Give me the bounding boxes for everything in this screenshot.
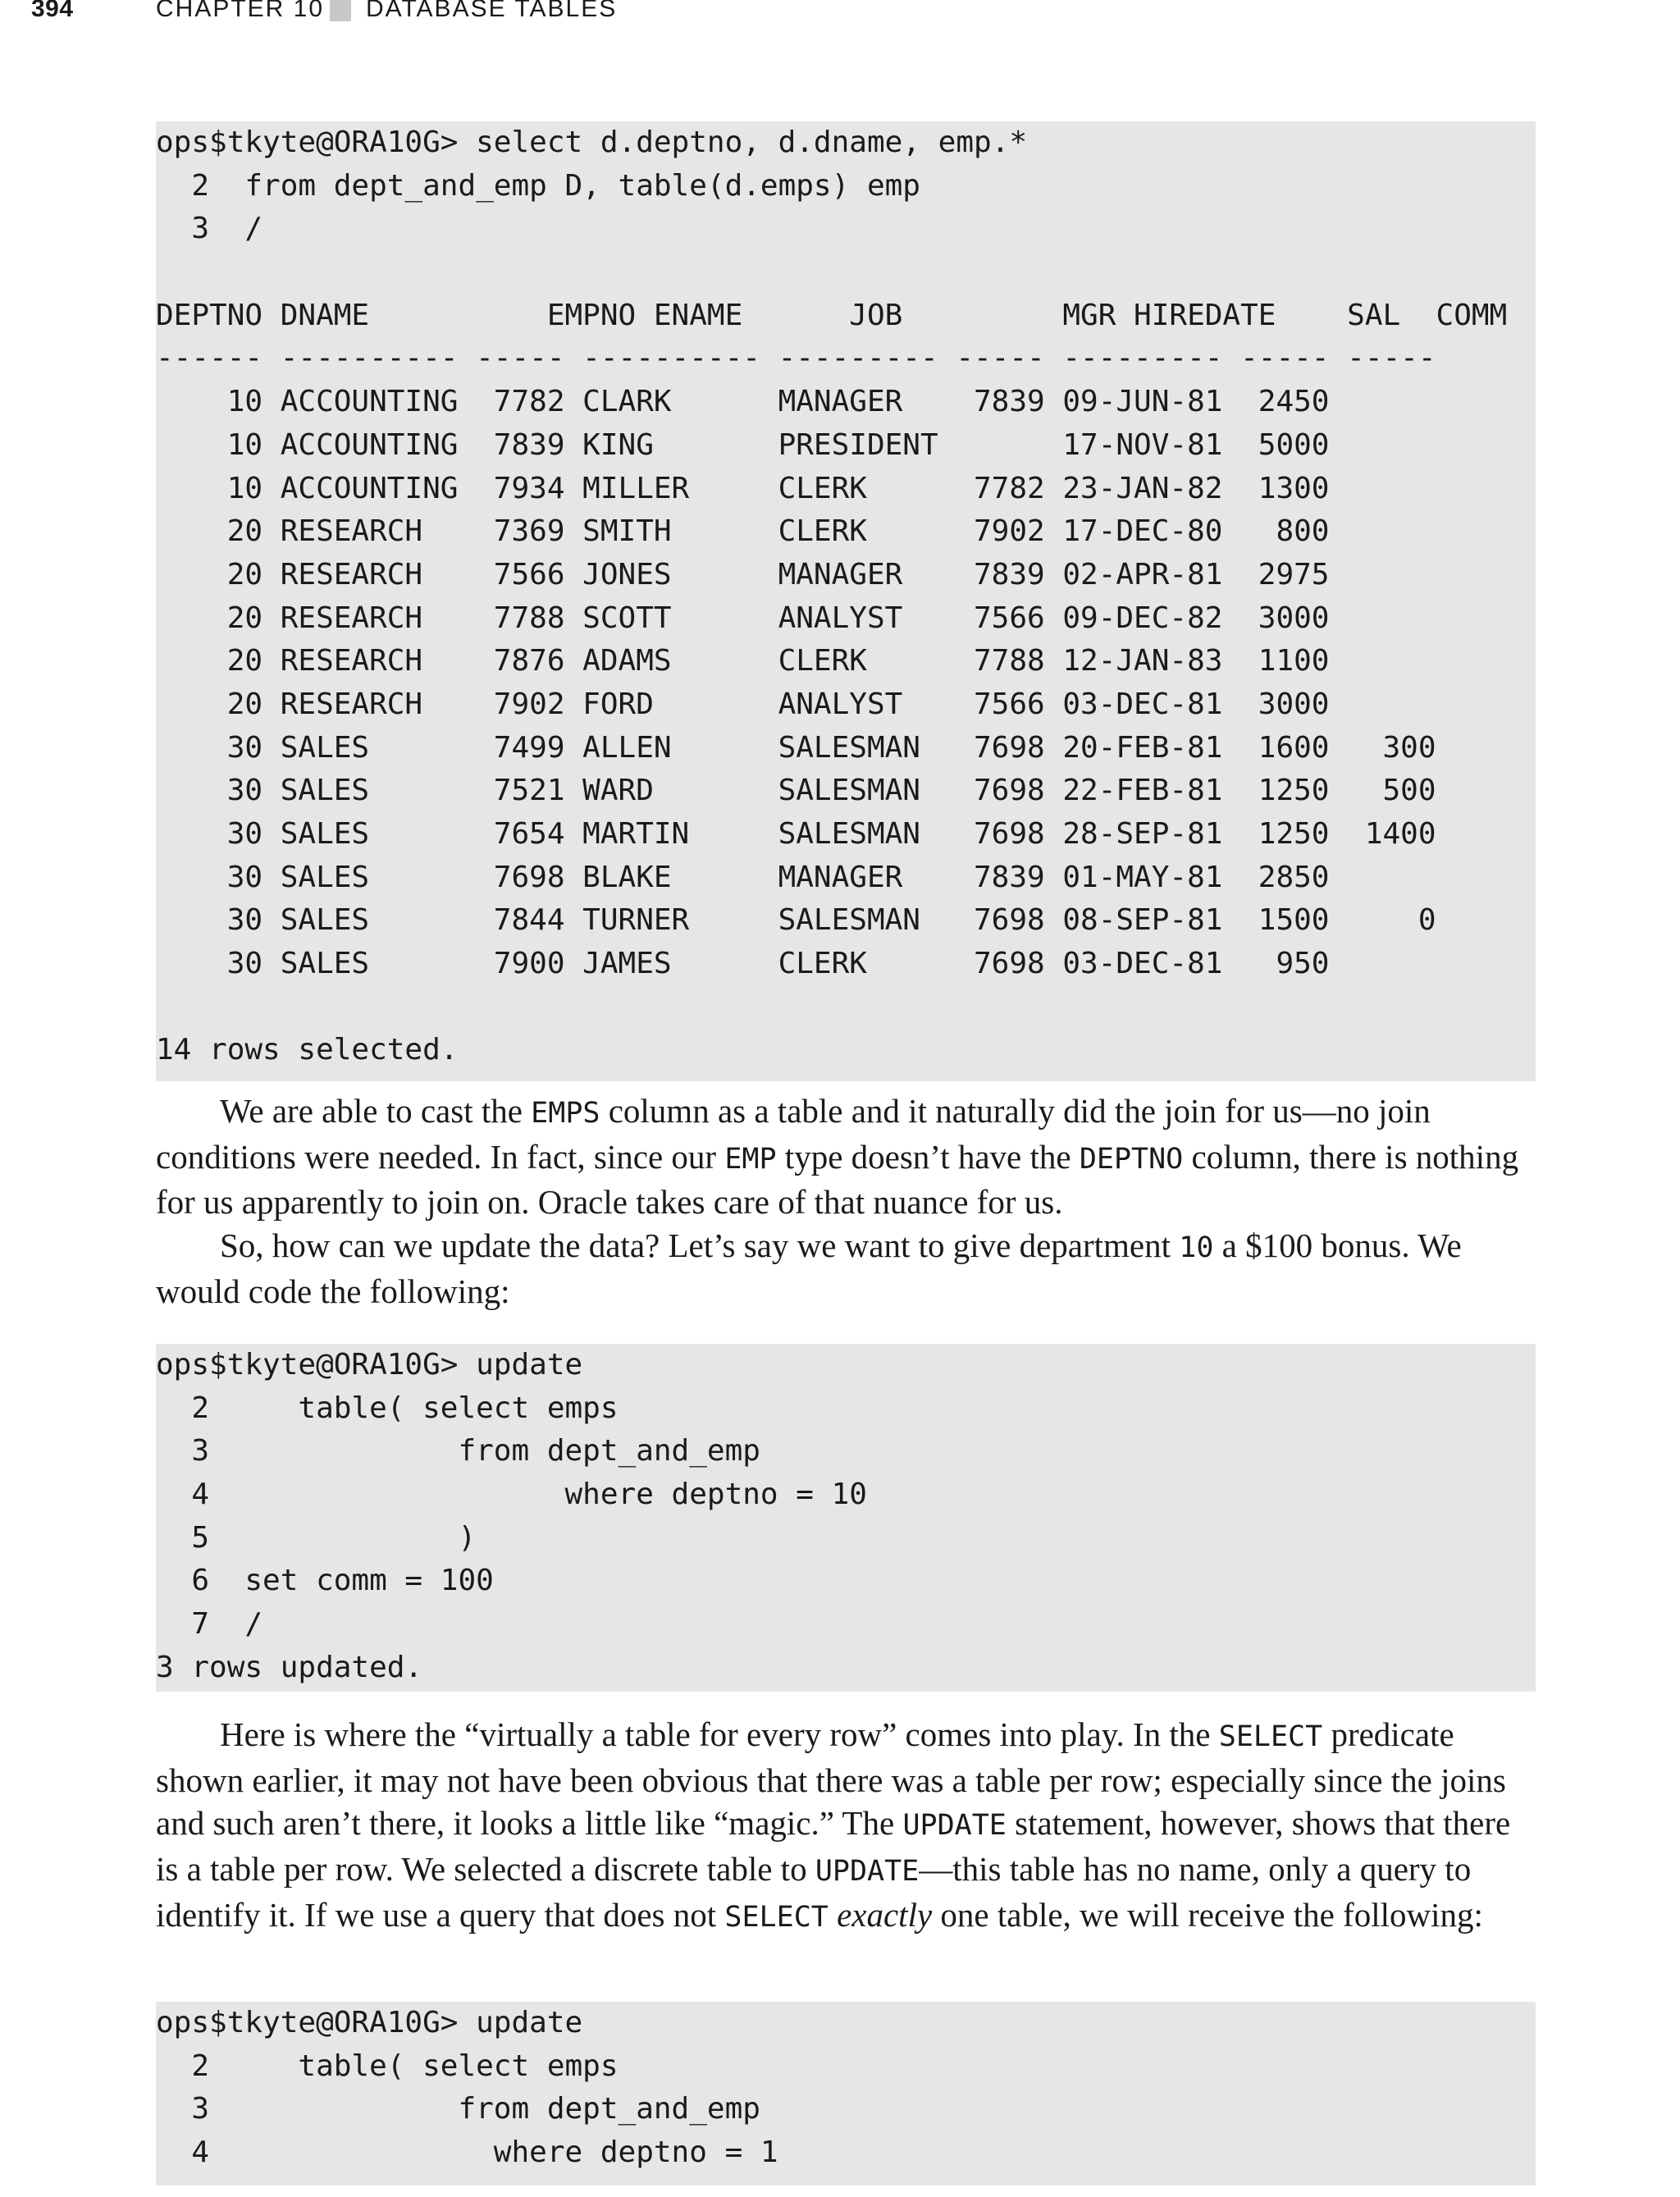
code-line: ops$tkyte@ORA10G> update: [156, 2006, 583, 2039]
code-block-update-error: [156, 2002, 1536, 2186]
code-line: 6 set comm = 100: [156, 1564, 494, 1598]
table-row: 30 SALES 7698 BLAKE MANAGER 7839 01-MAY-81 2850: [156, 860, 1330, 894]
code-line: 2 from dept_and_emp D, table(d.emps) emp: [156, 168, 920, 203]
blank-line: [156, 251, 1536, 295]
table-row: 30 SALES 7900 JAMES CLERK 7698 03-DEC-81 950: [156, 947, 1330, 981]
result-rows: [156, 381, 1536, 986]
code-line: 2 table( select emps: [156, 2049, 619, 2083]
table-row: 20 RESEARCH 7788 SCOTT ANALYST 7566 09-DEC-82 3000: [156, 601, 1330, 635]
rows-selected-footer: 14 rows selected.: [156, 1033, 459, 1067]
inline-code: SELECT: [724, 1900, 829, 1934]
result-header-row: DEPTNO DNAME EMPNO ENAME JOB MGR HIREDATE SAL COMM: [156, 298, 1508, 332]
page-number: 394: [31, 0, 74, 22]
code-block-update-statement: [156, 1344, 1536, 1692]
table-row: 20 RESEARCH 7369 SMITH CLERK 7902 17-DEC-80 800: [156, 514, 1330, 549]
inline-code: 10: [1179, 1231, 1214, 1265]
table-row: 30 SALES 7499 ALLEN SALESMAN 7698 20-FEB-81 1600 300: [156, 730, 1436, 765]
code-line: 3 rows updated.: [156, 1650, 423, 1684]
paragraph-virtual-table: Here is where the “virtually a table for every row” comes into play. In the SELECT predicate shown earlier, it may not have been obvious that there was a table per row; especially since the joins and such aren’t there, it looks a little like “magic.” The UPDATE statement, however, shows that there is a table per row. We selected a discrete table to UPDATE—this table has no name, only a query to identify it. If we use a query that does not SELECT exactly one table, we will receive the following:: [156, 1715, 1511, 1934]
page-header: [0, 0, 1680, 33]
inline-code: SELECT: [1218, 1720, 1323, 1753]
section-title: DATABASE TABLES: [366, 0, 618, 22]
blank-line: [156, 986, 1536, 1030]
code-line: 3 from dept_and_emp: [156, 2092, 760, 2126]
code-line: 5 ): [156, 1520, 477, 1555]
table-row: 30 SALES 7654 MARTIN SALESMAN 7698 28-SEP-81 1250 1400: [156, 817, 1436, 851]
code-line: ops$tkyte@ORA10G> select d.deptno, d.dname, emp.*: [156, 126, 1028, 159]
paragraph-cast-emps: We are able to cast the EMPS column as a table and it naturally did the join for us—no join conditions were needed. In fact, since our EMP type doesn’t have the DEPTNO column, there is nothing for us apparently to join on. Oracle takes care of that nuance for us. So, how can we update the data? Let’s say we want to give department 10 a $100 bonus. We would code the following:: [156, 1089, 1536, 1313]
inline-code: DEPTNO: [1079, 1142, 1184, 1176]
chapter-separator-square: [330, 0, 351, 21]
code-line: 7 /: [156, 1607, 263, 1642]
paragraph-update-data: So, how can we update the data? Let’s say we want to give department 10 a $100 bonus. We would code the following:: [156, 1226, 1462, 1310]
code-line: 3 /: [156, 212, 263, 246]
table-row: 30 SALES 7521 WARD SALESMAN 7698 22-FEB-81 1250 500: [156, 774, 1436, 808]
table-row: 10 ACCOUNTING 7934 MILLER CLERK 7782 23-JAN-82 1300: [156, 471, 1330, 505]
code-line: ops$tkyte@ORA10G> update: [156, 1348, 583, 1382]
code-block-select-query: [156, 121, 1536, 1081]
code-line: 4 where deptno = 10: [156, 1478, 867, 1512]
table-row: 10 ACCOUNTING 7782 CLARK MANAGER 7839 09-JUN-81 2450: [156, 385, 1330, 419]
inline-code: UPDATE: [902, 1809, 1007, 1843]
code-line: 2 table( select emps: [156, 1391, 619, 1425]
table-row: 30 SALES 7844 TURNER SALESMAN 7698 08-SEP-81 1500 0: [156, 903, 1436, 938]
inline-code: UPDATE: [815, 1855, 920, 1889]
code-line: 4 where deptno = 1: [156, 2135, 778, 2170]
emphasis-text: exactly: [837, 1895, 933, 1934]
code-line: 3 from dept_and_emp: [156, 1434, 760, 1468]
table-row: 10 ACCOUNTING 7839 KING PRESIDENT 17-NOV-81 5000: [156, 427, 1330, 462]
inline-code: EMP: [724, 1142, 777, 1176]
table-row: 20 RESEARCH 7876 ADAMS CLERK 7788 12-JAN-83 1100: [156, 644, 1330, 678]
result-header-rule: ------ ---------- ----- ---------- --------- ----- --------- ----- -----: [156, 341, 1436, 376]
table-row: 20 RESEARCH 7902 FORD ANALYST 7566 03-DEC-81 3000: [156, 687, 1330, 721]
table-row: 20 RESEARCH 7566 JONES MANAGER 7839 02-APR-81 2975: [156, 557, 1330, 592]
inline-code: EMPS: [531, 1097, 600, 1130]
chapter-label: CHAPTER 10: [156, 0, 325, 22]
